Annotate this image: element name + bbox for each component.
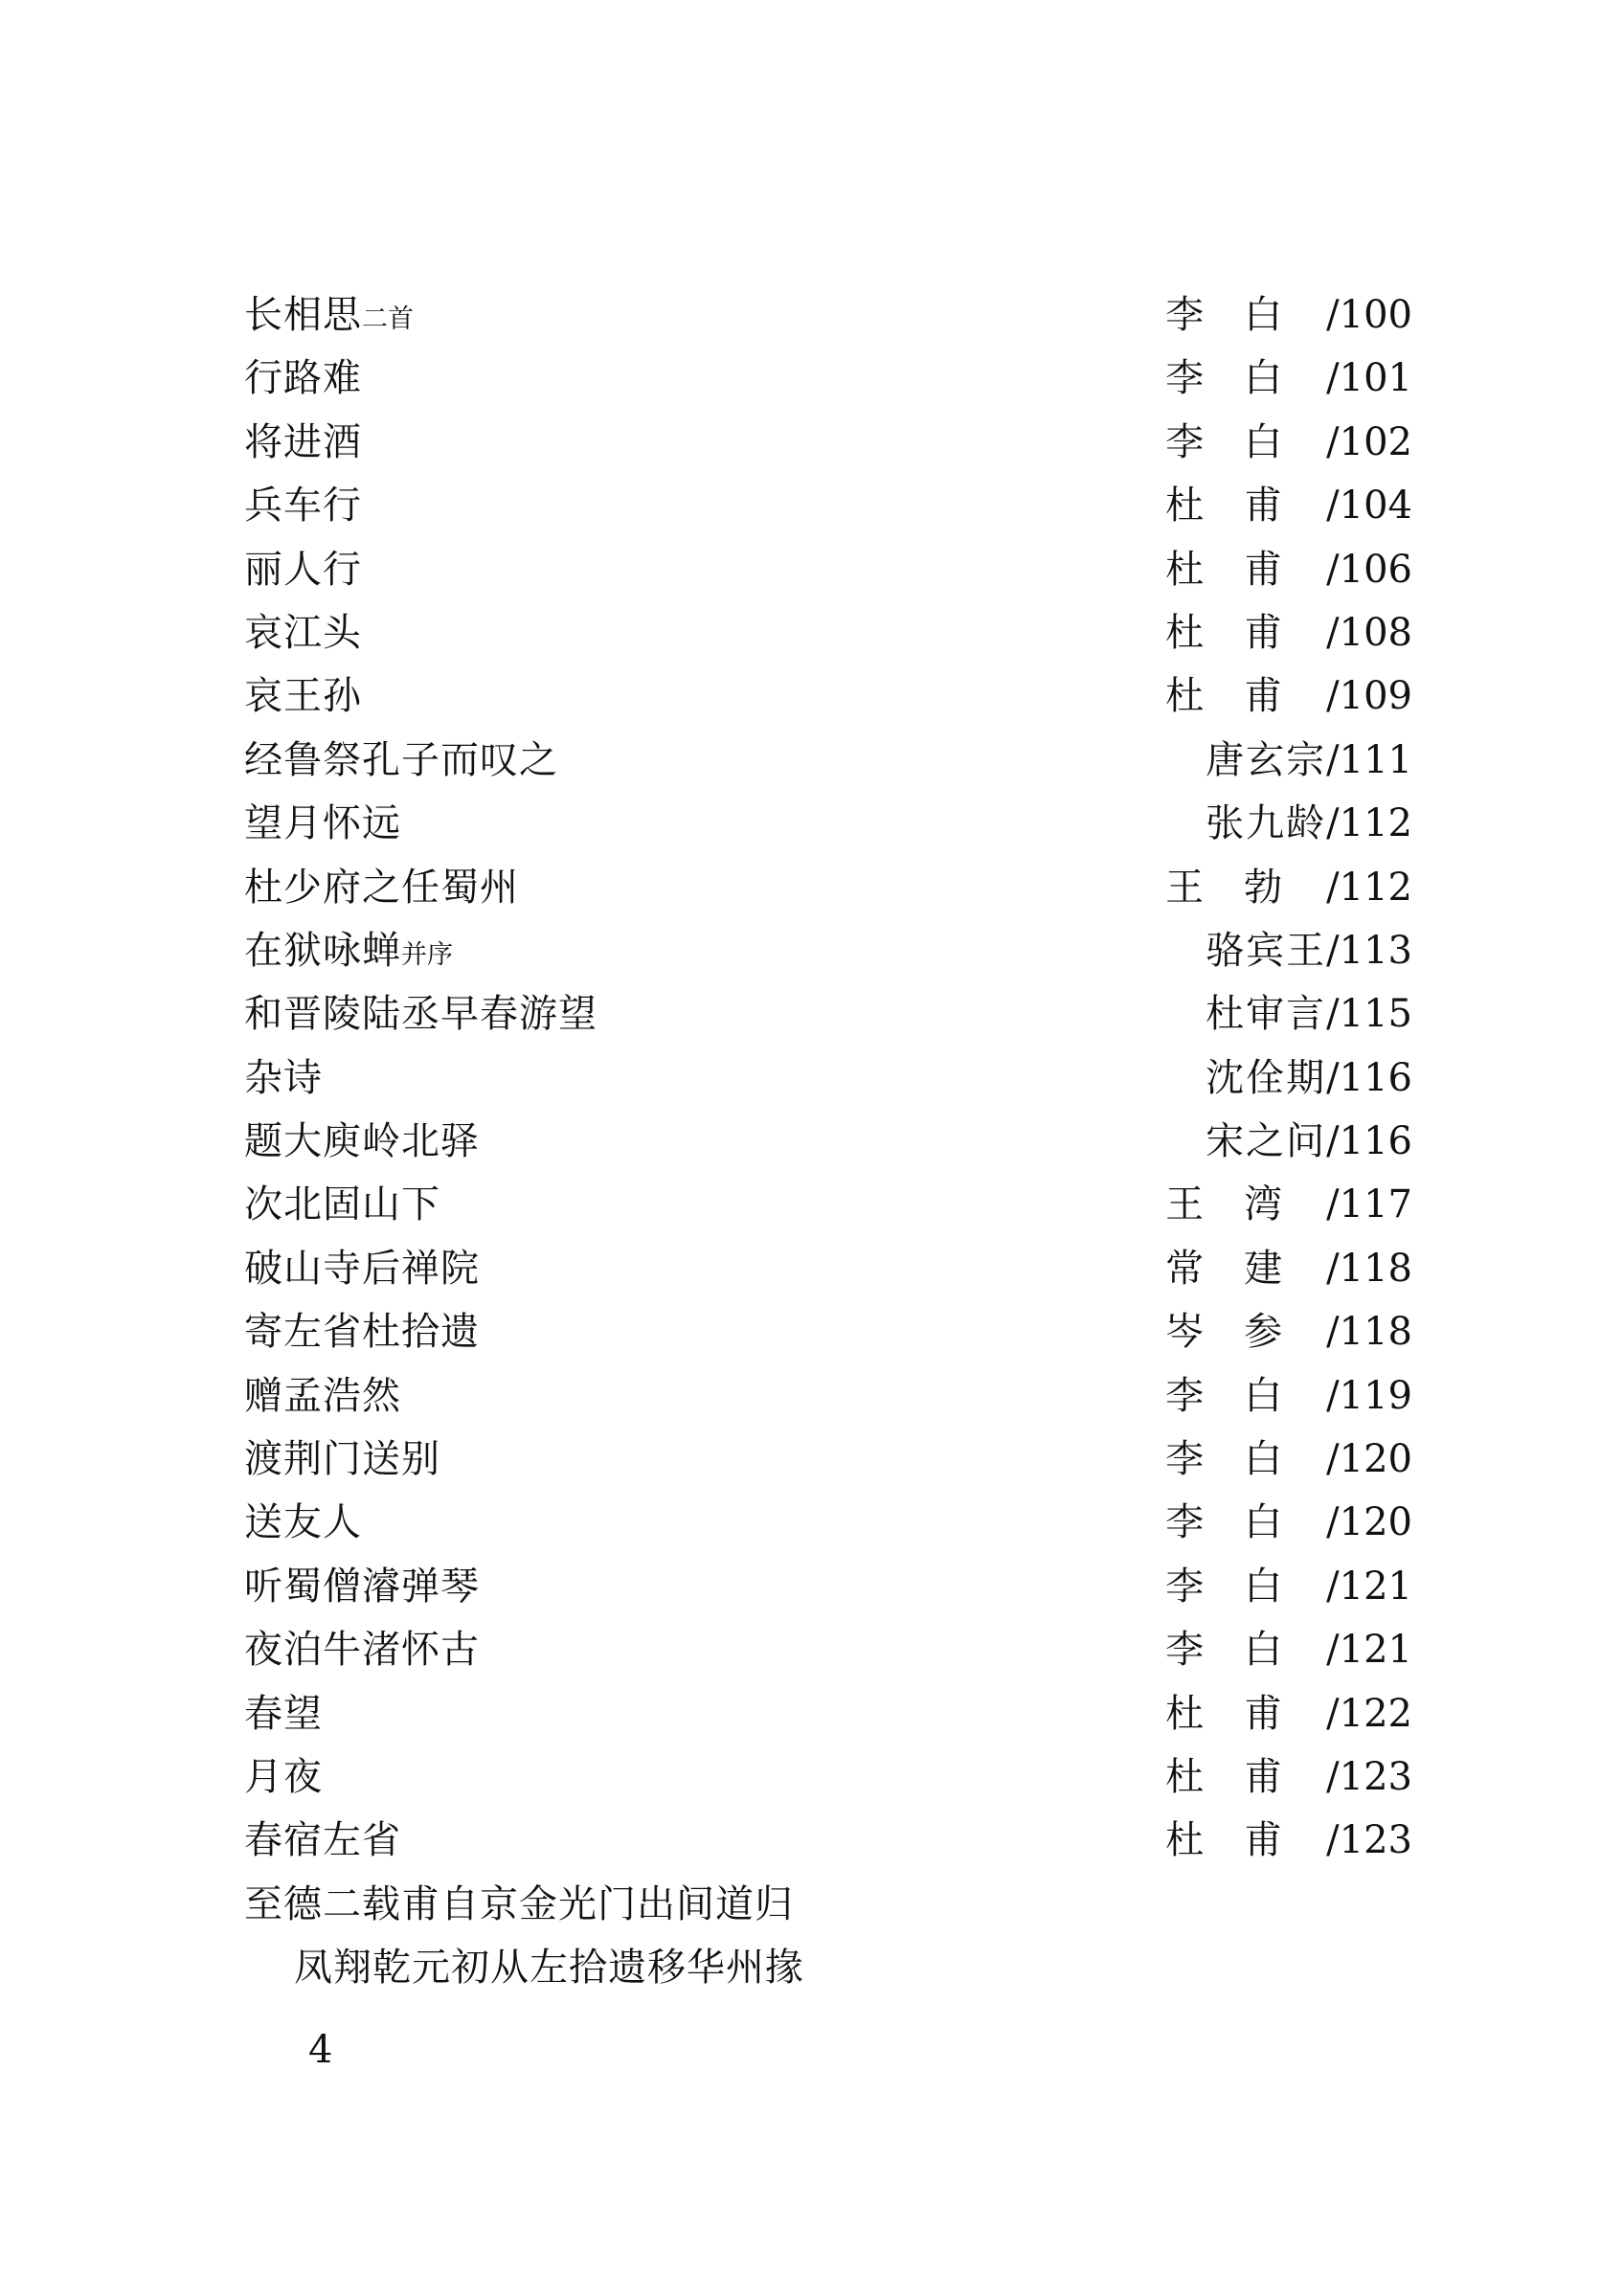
toc-entry bbox=[244, 1682, 1412, 1745]
entry-title bbox=[244, 411, 362, 474]
entry-separator: / bbox=[1326, 992, 1340, 1037]
entry-separator: / bbox=[1326, 356, 1340, 401]
entry-note: 二首 bbox=[362, 304, 414, 334]
entry-author: 杜甫 bbox=[1165, 674, 1323, 719]
entry-title bbox=[244, 474, 362, 537]
toc-entry bbox=[244, 729, 1412, 792]
entry-reference bbox=[1165, 1364, 1412, 1428]
entry-separator: / bbox=[1326, 1691, 1340, 1736]
entry-page-number: 112 bbox=[1339, 801, 1412, 846]
entry-reference bbox=[1206, 919, 1412, 982]
toc-entry bbox=[244, 283, 1412, 347]
entry-reference bbox=[1206, 792, 1412, 855]
toc-entry-multiline bbox=[244, 1873, 1412, 1999]
entry-title-text: 寄左省杜拾遗 bbox=[244, 1310, 480, 1355]
entry-title-text: 将进酒 bbox=[244, 419, 362, 464]
toc-entry bbox=[244, 1300, 1412, 1363]
entry-reference bbox=[1165, 1745, 1412, 1809]
entry-page-number: 116 bbox=[1339, 1119, 1412, 1164]
entry-title-text: 哀江头 bbox=[244, 610, 362, 655]
entry-reference bbox=[1206, 982, 1412, 1046]
entry-author: 沈佺期 bbox=[1206, 1055, 1327, 1100]
entry-title-line1: 至德二载甫自京金光门出间道归 bbox=[244, 1881, 794, 1926]
toc-entry bbox=[244, 1809, 1412, 1872]
toc-entry bbox=[244, 982, 1412, 1046]
entry-separator: / bbox=[1326, 737, 1340, 782]
entry-separator: / bbox=[1326, 1564, 1340, 1609]
entry-author: 张九龄 bbox=[1206, 801, 1327, 846]
entry-title-text: 望月怀远 bbox=[244, 801, 401, 846]
entry-title-text: 杜少府之任蜀州 bbox=[244, 865, 519, 910]
page-number: 4 bbox=[308, 2028, 333, 2072]
entry-page-number: 115 bbox=[1339, 992, 1412, 1037]
entry-author: 杜甫 bbox=[1165, 484, 1323, 529]
entry-reference bbox=[1165, 1491, 1412, 1554]
entry-page-number: 120 bbox=[1339, 1500, 1412, 1545]
entry-author: 杜审言 bbox=[1206, 992, 1327, 1037]
toc-entry bbox=[244, 1491, 1412, 1554]
entry-title bbox=[244, 283, 414, 351]
entry-author: 李白 bbox=[1165, 1500, 1323, 1545]
entry-separator: / bbox=[1326, 674, 1340, 719]
entry-reference bbox=[1165, 1618, 1412, 1681]
entry-page-number: 113 bbox=[1339, 928, 1412, 973]
entry-reference bbox=[1165, 664, 1412, 728]
entry-title-text: 月夜 bbox=[244, 1754, 323, 1799]
toc-entry bbox=[244, 1745, 1412, 1809]
entry-separator: / bbox=[1326, 1246, 1340, 1291]
entry-page-number: 117 bbox=[1339, 1182, 1412, 1227]
entry-author: 李白 bbox=[1165, 1564, 1323, 1609]
entry-author: 杜甫 bbox=[1165, 610, 1323, 655]
entry-separator: / bbox=[1326, 1373, 1340, 1418]
entry-page-number: 121 bbox=[1339, 1564, 1412, 1609]
entry-title-text: 丽人行 bbox=[244, 547, 362, 592]
entry-title bbox=[244, 919, 453, 987]
entry-title bbox=[244, 538, 362, 601]
entry-page-number: 108 bbox=[1339, 610, 1412, 655]
toc-entry bbox=[244, 1618, 1412, 1681]
entry-separator: / bbox=[1326, 1500, 1340, 1545]
entry-title bbox=[244, 1809, 401, 1872]
entry-separator: / bbox=[1326, 1437, 1340, 1482]
entry-page-number: 106 bbox=[1339, 547, 1412, 592]
entry-author: 杜甫 bbox=[1165, 1818, 1323, 1863]
entry-reference bbox=[1165, 474, 1412, 537]
toc-entry bbox=[244, 664, 1412, 728]
entry-reference bbox=[1206, 1110, 1412, 1173]
entry-title-text: 春望 bbox=[244, 1691, 323, 1736]
entry-reference bbox=[1165, 538, 1412, 601]
entry-author: 李白 bbox=[1165, 1437, 1323, 1482]
entry-reference bbox=[1165, 1428, 1412, 1491]
entry-author: 杜甫 bbox=[1165, 1691, 1323, 1736]
entry-author: 宋之问 bbox=[1206, 1119, 1327, 1164]
entry-page-number: 118 bbox=[1339, 1310, 1412, 1355]
entry-author: 唐玄宗 bbox=[1206, 737, 1327, 782]
entry-reference bbox=[1165, 856, 1412, 919]
entry-page-number: 122 bbox=[1339, 1691, 1412, 1736]
entry-title-text: 兵车行 bbox=[244, 484, 362, 529]
entry-page-number: 119 bbox=[1339, 1373, 1412, 1418]
entry-author: 骆宾王 bbox=[1206, 928, 1327, 973]
entry-separator: / bbox=[1326, 610, 1340, 655]
entry-title-text: 夜泊牛渚怀古 bbox=[244, 1628, 480, 1673]
entry-title-text: 在狱咏蝉 bbox=[244, 928, 401, 973]
entry-separator: / bbox=[1326, 1754, 1340, 1799]
entry-title-text: 渡荆门送别 bbox=[244, 1437, 440, 1482]
entry-title bbox=[244, 1110, 480, 1173]
toc-entry bbox=[244, 347, 1412, 410]
entry-page-number: 121 bbox=[1339, 1628, 1412, 1673]
toc-entry bbox=[244, 1110, 1412, 1173]
entry-page-number: 111 bbox=[1339, 737, 1412, 782]
toc-entry bbox=[244, 1428, 1412, 1491]
entry-title bbox=[244, 1237, 480, 1300]
entry-title-text: 听蜀僧濬弹琴 bbox=[244, 1564, 480, 1609]
entry-page-number: 100 bbox=[1339, 293, 1412, 337]
entry-reference bbox=[1165, 347, 1412, 410]
toc-entry bbox=[244, 1237, 1412, 1300]
toc-entry bbox=[244, 411, 1412, 474]
entry-author: 李白 bbox=[1165, 1628, 1323, 1673]
entry-page-number: 120 bbox=[1339, 1437, 1412, 1482]
entry-author: 杜甫 bbox=[1165, 547, 1323, 592]
entry-title bbox=[244, 1491, 362, 1554]
entry-reference bbox=[1206, 1047, 1412, 1110]
entry-note: 并序 bbox=[401, 939, 453, 970]
entry-reference bbox=[1165, 1173, 1412, 1236]
entry-page-number: 109 bbox=[1339, 674, 1412, 719]
entry-separator: / bbox=[1326, 419, 1340, 464]
entry-separator: / bbox=[1326, 1055, 1340, 1100]
entry-title bbox=[244, 347, 362, 410]
entry-author: 李白 bbox=[1165, 1373, 1323, 1418]
entry-reference bbox=[1165, 1300, 1412, 1363]
entry-page-number: 123 bbox=[1339, 1818, 1412, 1863]
entry-title bbox=[244, 856, 519, 919]
entry-separator: / bbox=[1326, 1119, 1340, 1164]
entry-separator: / bbox=[1326, 865, 1340, 910]
entry-title bbox=[244, 792, 401, 855]
entry-title bbox=[244, 1173, 440, 1236]
toc-entry bbox=[244, 792, 1412, 855]
entry-title bbox=[244, 1047, 323, 1110]
entry-reference bbox=[1165, 283, 1412, 347]
entry-title-text: 破山寺后禅院 bbox=[244, 1246, 480, 1291]
entry-title bbox=[244, 664, 362, 728]
entry-page-number: 116 bbox=[1339, 1055, 1412, 1100]
entry-separator: / bbox=[1326, 1818, 1340, 1863]
entry-reference bbox=[1165, 1555, 1412, 1618]
entry-title bbox=[244, 1745, 323, 1809]
toc-entry bbox=[244, 538, 1412, 601]
entry-reference bbox=[1206, 729, 1412, 792]
entry-separator: / bbox=[1326, 801, 1340, 846]
entry-title bbox=[244, 1428, 440, 1491]
toc-entry bbox=[244, 856, 1412, 919]
entry-title-text: 题大庾岭北驿 bbox=[244, 1119, 480, 1164]
entry-page-number: 118 bbox=[1339, 1246, 1412, 1291]
entry-author: 李白 bbox=[1165, 419, 1323, 464]
entry-author: 常建 bbox=[1165, 1246, 1323, 1291]
entry-separator: / bbox=[1326, 293, 1340, 337]
entry-page-number: 101 bbox=[1339, 356, 1412, 401]
entry-author: 李白 bbox=[1165, 356, 1323, 401]
entry-title bbox=[244, 1618, 480, 1681]
entry-title-text: 长相思 bbox=[244, 293, 362, 337]
entry-title bbox=[244, 1555, 480, 1618]
entry-title-text: 送友人 bbox=[244, 1500, 362, 1545]
toc-entry bbox=[244, 1173, 1412, 1236]
entry-author: 岑参 bbox=[1165, 1310, 1323, 1355]
entry-separator: / bbox=[1326, 547, 1340, 592]
toc-entry bbox=[244, 1364, 1412, 1428]
entry-reference bbox=[1165, 601, 1412, 664]
toc-entry bbox=[244, 1555, 1412, 1618]
entry-title-text: 春宿左省 bbox=[244, 1818, 401, 1863]
entry-title-text: 和晋陵陆丞早春游望 bbox=[244, 992, 597, 1037]
entry-author: 李白 bbox=[1165, 293, 1323, 337]
entry-title bbox=[244, 729, 558, 792]
entry-page-number: 104 bbox=[1339, 484, 1412, 529]
toc-entry bbox=[244, 474, 1412, 537]
entry-title-text: 杂诗 bbox=[244, 1055, 323, 1100]
entry-reference bbox=[1165, 411, 1412, 474]
entry-title bbox=[244, 601, 362, 664]
entry-title-text: 赠孟浩然 bbox=[244, 1373, 401, 1418]
entry-title-text: 行路难 bbox=[244, 356, 362, 401]
entry-title-text: 哀王孙 bbox=[244, 674, 362, 719]
entry-title-text: 次北固山下 bbox=[244, 1182, 440, 1227]
entry-page-number: 123 bbox=[1339, 1754, 1412, 1799]
entry-title bbox=[244, 1364, 401, 1428]
entry-title bbox=[244, 1300, 480, 1363]
entry-author: 王湾 bbox=[1165, 1182, 1323, 1227]
entry-separator: / bbox=[1326, 1628, 1340, 1673]
entry-reference bbox=[1165, 1237, 1412, 1300]
entry-reference bbox=[1165, 1809, 1412, 1872]
entry-title bbox=[244, 982, 597, 1046]
entry-separator: / bbox=[1326, 1182, 1340, 1227]
entry-page-number: 102 bbox=[1339, 419, 1412, 464]
toc-entry bbox=[244, 1047, 1412, 1110]
entry-page-number: 112 bbox=[1339, 865, 1412, 910]
entry-author: 王勃 bbox=[1165, 865, 1323, 910]
entry-separator: / bbox=[1326, 928, 1340, 973]
entry-author: 杜甫 bbox=[1165, 1754, 1323, 1799]
entry-separator: / bbox=[1326, 484, 1340, 529]
entry-separator: / bbox=[1326, 1310, 1340, 1355]
entry-reference bbox=[1165, 1682, 1412, 1745]
entry-title-line2: 凤翔乾元初从左拾遗移华州掾 bbox=[294, 1945, 804, 1990]
toc-entry bbox=[244, 601, 1412, 664]
toc-entry bbox=[244, 919, 1412, 982]
entry-title-text: 经鲁祭孔子而叹之 bbox=[244, 737, 558, 782]
entry-title bbox=[244, 1682, 323, 1745]
table-of-contents bbox=[244, 283, 1412, 1999]
